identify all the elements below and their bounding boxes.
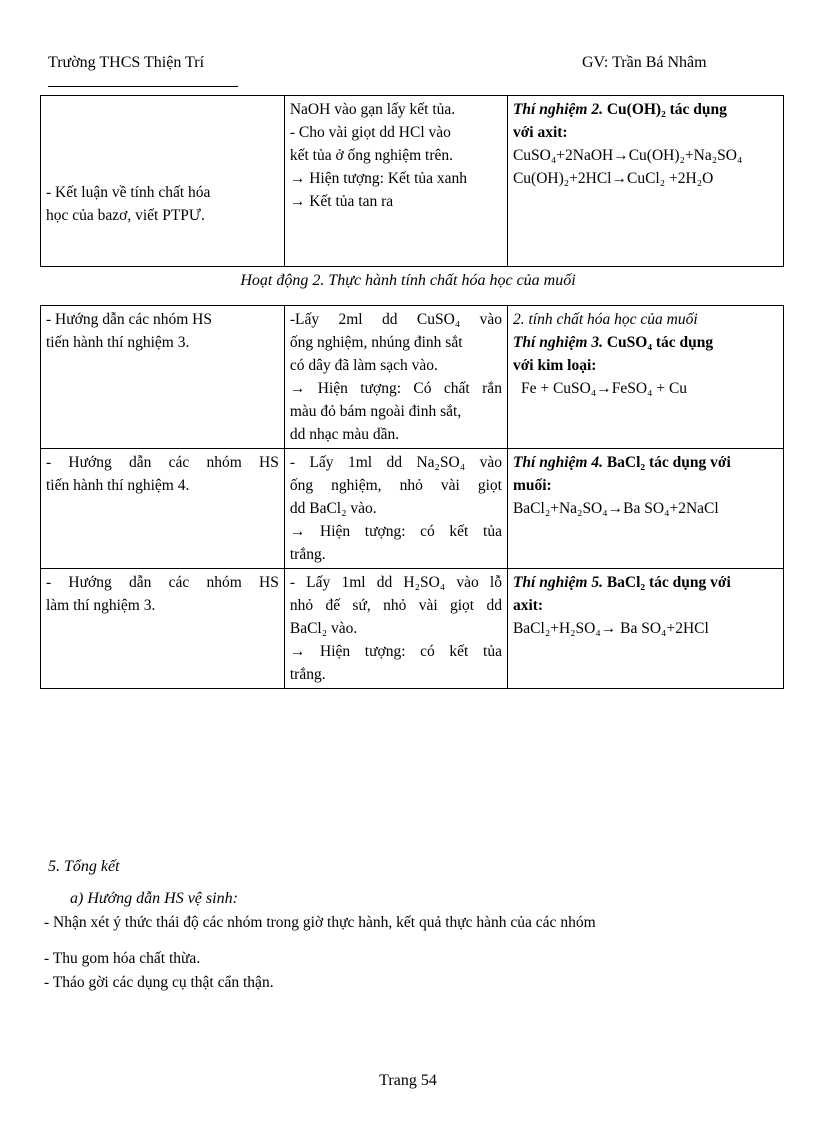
- experiment-title-cont: với axit:: [512, 124, 568, 141]
- text-line: BaCl₂ vào.: [289, 620, 358, 637]
- equation: Fe + CuSO₄→FeSO₄ + Cu: [520, 380, 688, 397]
- activity-caption: Hoạt động 2. Thực hành tính chất hóa học của muối: [240, 272, 576, 289]
- text-line: NaOH vào gạn lấy kết tủa.: [289, 101, 456, 118]
- text-line: → Hiện tượng: Kết tủa xanh: [289, 170, 468, 187]
- summary-item: - Thu gom hóa chất thừa.: [44, 950, 201, 967]
- text-line: - Cho vài giọt dd HCl vào: [289, 124, 451, 141]
- text-line: tiến hành thí nghiệm 4.: [46, 477, 190, 494]
- text-line: làm thí nghiệm 3.: [46, 597, 156, 614]
- text-line: ống nghiệm, nhúng đinh sắt: [289, 334, 463, 351]
- experiment-title-cont: axit:: [512, 597, 544, 614]
- text-line: - Lấy 1ml dd Na₂SO₄ vào: [289, 454, 502, 471]
- text-line: - Hướng dẫn các nhóm HS: [46, 574, 279, 591]
- text-line: → Kết tủa tan ra: [289, 193, 394, 210]
- header-rule: [48, 86, 238, 87]
- text-line: → Hiện tượng: có kết tủa: [289, 523, 502, 540]
- summary-item: - Tháo gời các dụng cụ thật cẩn thận.: [44, 974, 274, 991]
- experiment-title: Thí nghiệm 3. CuSO₄ tác dụng: [512, 334, 714, 351]
- teacher-activity-cell: [41, 449, 285, 569]
- equation: CuSO₄+2NaOH→Cu(OH)₂+Na₂SO₄: [512, 147, 743, 164]
- text-line: - Hướng dẫn các nhóm HS: [46, 311, 212, 328]
- text-line: → Hiện tượng: Có chất rắn: [289, 380, 502, 397]
- student-activity-cell: [284, 569, 507, 689]
- student-activity-cell: [284, 449, 507, 569]
- text-line: có dây đã làm sạch vào.: [289, 357, 438, 374]
- text-line: nhỏ đế sứ, nhỏ vài giọt dd: [289, 597, 502, 614]
- teacher-name: GV: Trần Bá Nhâm: [582, 54, 707, 71]
- text-line: dd BaCl₂ vào.: [289, 500, 377, 517]
- school-name: Trường THCS Thiện Trí: [48, 54, 205, 71]
- section-heading: 2. tính chất hóa học của muối: [512, 311, 698, 328]
- text-line: kết tủa ở ống nghiệm trên.: [289, 147, 454, 164]
- experiment-title-cont: với kim loại:: [512, 357, 597, 374]
- text-line: dd nhạc màu dần.: [289, 426, 400, 443]
- table-row: [41, 306, 784, 449]
- equation: BaCl₂+Na₂SO₄→Ba SO₄+2NaCl: [512, 500, 719, 517]
- experiment-title: Thí nghiệm 2. Cu(OH)₂ tác dụng: [512, 101, 727, 118]
- content-cell: [507, 449, 783, 569]
- content-cell: [507, 569, 783, 689]
- table-row: [41, 569, 784, 689]
- text-line: trắng.: [289, 546, 326, 563]
- text-line: tiến hành thí nghiệm 3.: [46, 334, 190, 351]
- text-line: - Kết luận về tính chất hóa: [46, 184, 211, 201]
- equation: Cu(OH)₂+2HCl→CuCl₂ +2H₂O: [512, 170, 714, 187]
- text-line: trắng.: [289, 666, 326, 683]
- page-number: Trang 54: [379, 1072, 437, 1089]
- summary-subheading: a) Hướng dẫn HS vệ sinh:: [70, 890, 238, 907]
- text-line: - Hướng dẫn các nhóm HS: [46, 454, 279, 471]
- text-line: ống nghiệm, nhỏ vài giọt: [289, 477, 502, 494]
- content-cell: [507, 96, 783, 267]
- text-line: → Hiện tượng: có kết tủa: [289, 643, 502, 660]
- table-row: [41, 96, 784, 267]
- teacher-activity-cell: [41, 96, 285, 267]
- equation: BaCl₂+H₂SO₄→ Ba SO₄+2HCl: [512, 620, 709, 637]
- content-cell: [507, 306, 783, 449]
- summary-item: - Nhận xét ý thức thái độ các nhóm trong giờ thực hành, kết quả thực hành của các nhóm: [44, 914, 596, 931]
- text-line: - Lấy 1ml dd H₂SO₄ vào lỗ: [289, 574, 502, 591]
- student-activity-cell: [284, 96, 507, 267]
- experiment-table-main: [40, 305, 784, 689]
- student-activity-cell: [284, 306, 507, 449]
- summary-heading: 5. Tổng kết: [48, 858, 120, 875]
- text-line: màu đỏ bám ngoài đinh sắt,: [289, 403, 462, 420]
- experiment-title: Thí nghiệm 4. BaCl₂ tác dụng với: [512, 454, 731, 471]
- experiment-table-top: [40, 95, 784, 267]
- experiment-title: Thí nghiệm 5. BaCl₂ tác dụng với: [512, 574, 731, 591]
- text-line: học của bazơ, viết PTPƯ.: [46, 207, 205, 224]
- table-row: [41, 449, 784, 569]
- experiment-title-cont: muối:: [512, 477, 552, 494]
- text-line: -Lấy 2ml dd CuSO₄ vào: [289, 311, 502, 328]
- teacher-activity-cell: [41, 306, 285, 449]
- teacher-activity-cell: [41, 569, 285, 689]
